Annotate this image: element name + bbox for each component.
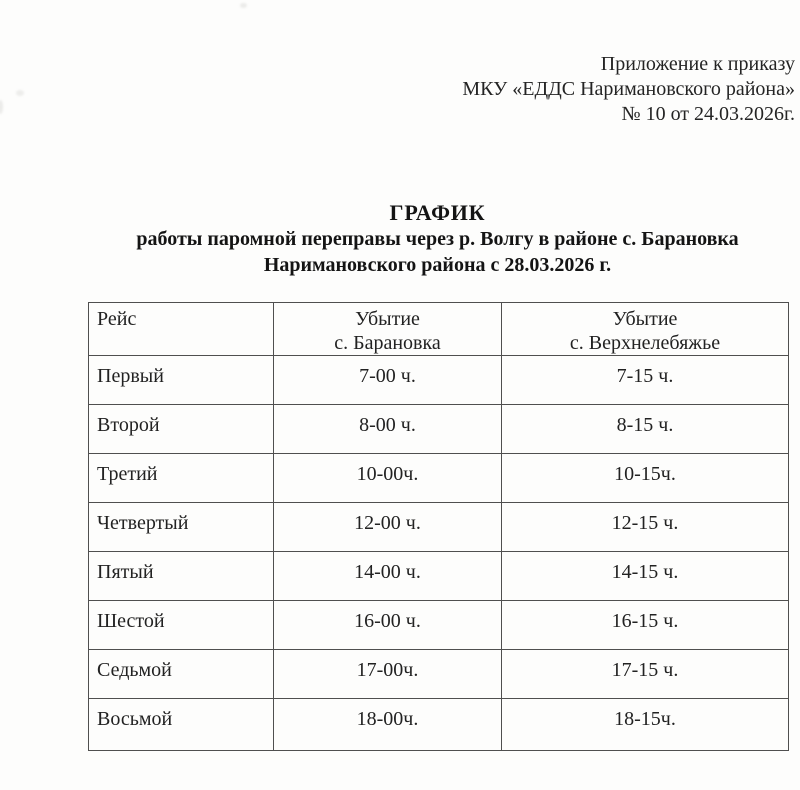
departure-verkhnelebyazhye-time: 16-15 ч. [502,601,789,650]
ferry-schedule-table [88,302,789,751]
scan-artifact [240,3,247,8]
trip-name: Пятый [89,552,274,601]
table-row [89,699,789,751]
departure-verkhnelebyazhye-time: 8-15 ч. [502,405,789,454]
trip-name: Первый [89,356,274,405]
departure-verkhnelebyazhye-time: 17-15 ч. [502,650,789,699]
column-header-departure-verkhnelebyazhye-line-1: Убытие [612,308,678,330]
trip-name: Седьмой [89,650,274,699]
scan-artifact [16,90,24,96]
annex-note-line-2: МКУ «ЕДДС Наримановского района» [462,78,795,100]
departure-verkhnelebyazhye-time: 14-15 ч. [502,552,789,601]
table-row [89,356,789,405]
table-row [89,650,789,699]
table-header-row [89,303,789,356]
table-row [89,454,789,503]
departure-baranovka-time: 14-00 ч. [274,552,502,601]
departure-verkhnelebyazhye-time: 10-15ч. [502,454,789,503]
departure-baranovka-time: 17-00ч. [274,650,502,699]
trip-name: Четвертый [89,503,274,552]
scan-artifact [0,100,3,114]
column-header-trip: Рейс [89,303,274,356]
trip-name: Восьмой [89,699,274,751]
table-row [89,503,789,552]
table-row [89,405,789,454]
departure-baranovka-time: 10-00ч. [274,454,502,503]
column-header-departure-verkhnelebyazhye-line-2: с. Верхнелебяжье [569,332,721,354]
departure-baranovka-time: 7-00 ч. [274,356,502,405]
table-row [89,601,789,650]
trip-name: Второй [89,405,274,454]
column-header-departure-baranovka-line-1: Убытие [355,308,420,330]
document-subtitle-line-2: Наримановского района с 28.03.2026 г. [263,254,612,276]
annex-note-line-1: Приложение к приказу [600,53,795,75]
document-title-block [75,199,800,278]
departure-verkhnelebyazhye-time: 12-15 ч. [502,503,789,552]
document-title: ГРАФИК [389,200,486,225]
departure-verkhnelebyazhye-time: 18-15ч. [502,699,789,751]
departure-baranovka-time: 12-00 ч. [274,503,502,552]
column-header-departure-baranovka-line-2: с. Барановка [334,332,441,354]
document-subtitle-line-1: работы паромной переправы через р. Волгу в районе с. Барановка [136,228,739,250]
departure-baranovka-time: 18-00ч. [274,699,502,751]
trip-name: Шестой [89,601,274,650]
annex-note-line-3: № 10 от 24.03.2026г. [621,103,795,125]
column-header-departure-verkhnelebyazhye [502,303,789,356]
column-header-departure-baranovka [274,303,502,356]
table-row [89,552,789,601]
trip-name: Третий [89,454,274,503]
annex-note [462,52,795,127]
departure-baranovka-time: 8-00 ч. [274,405,502,454]
departure-verkhnelebyazhye-time: 7-15 ч. [502,356,789,405]
departure-baranovka-time: 16-00 ч. [274,601,502,650]
